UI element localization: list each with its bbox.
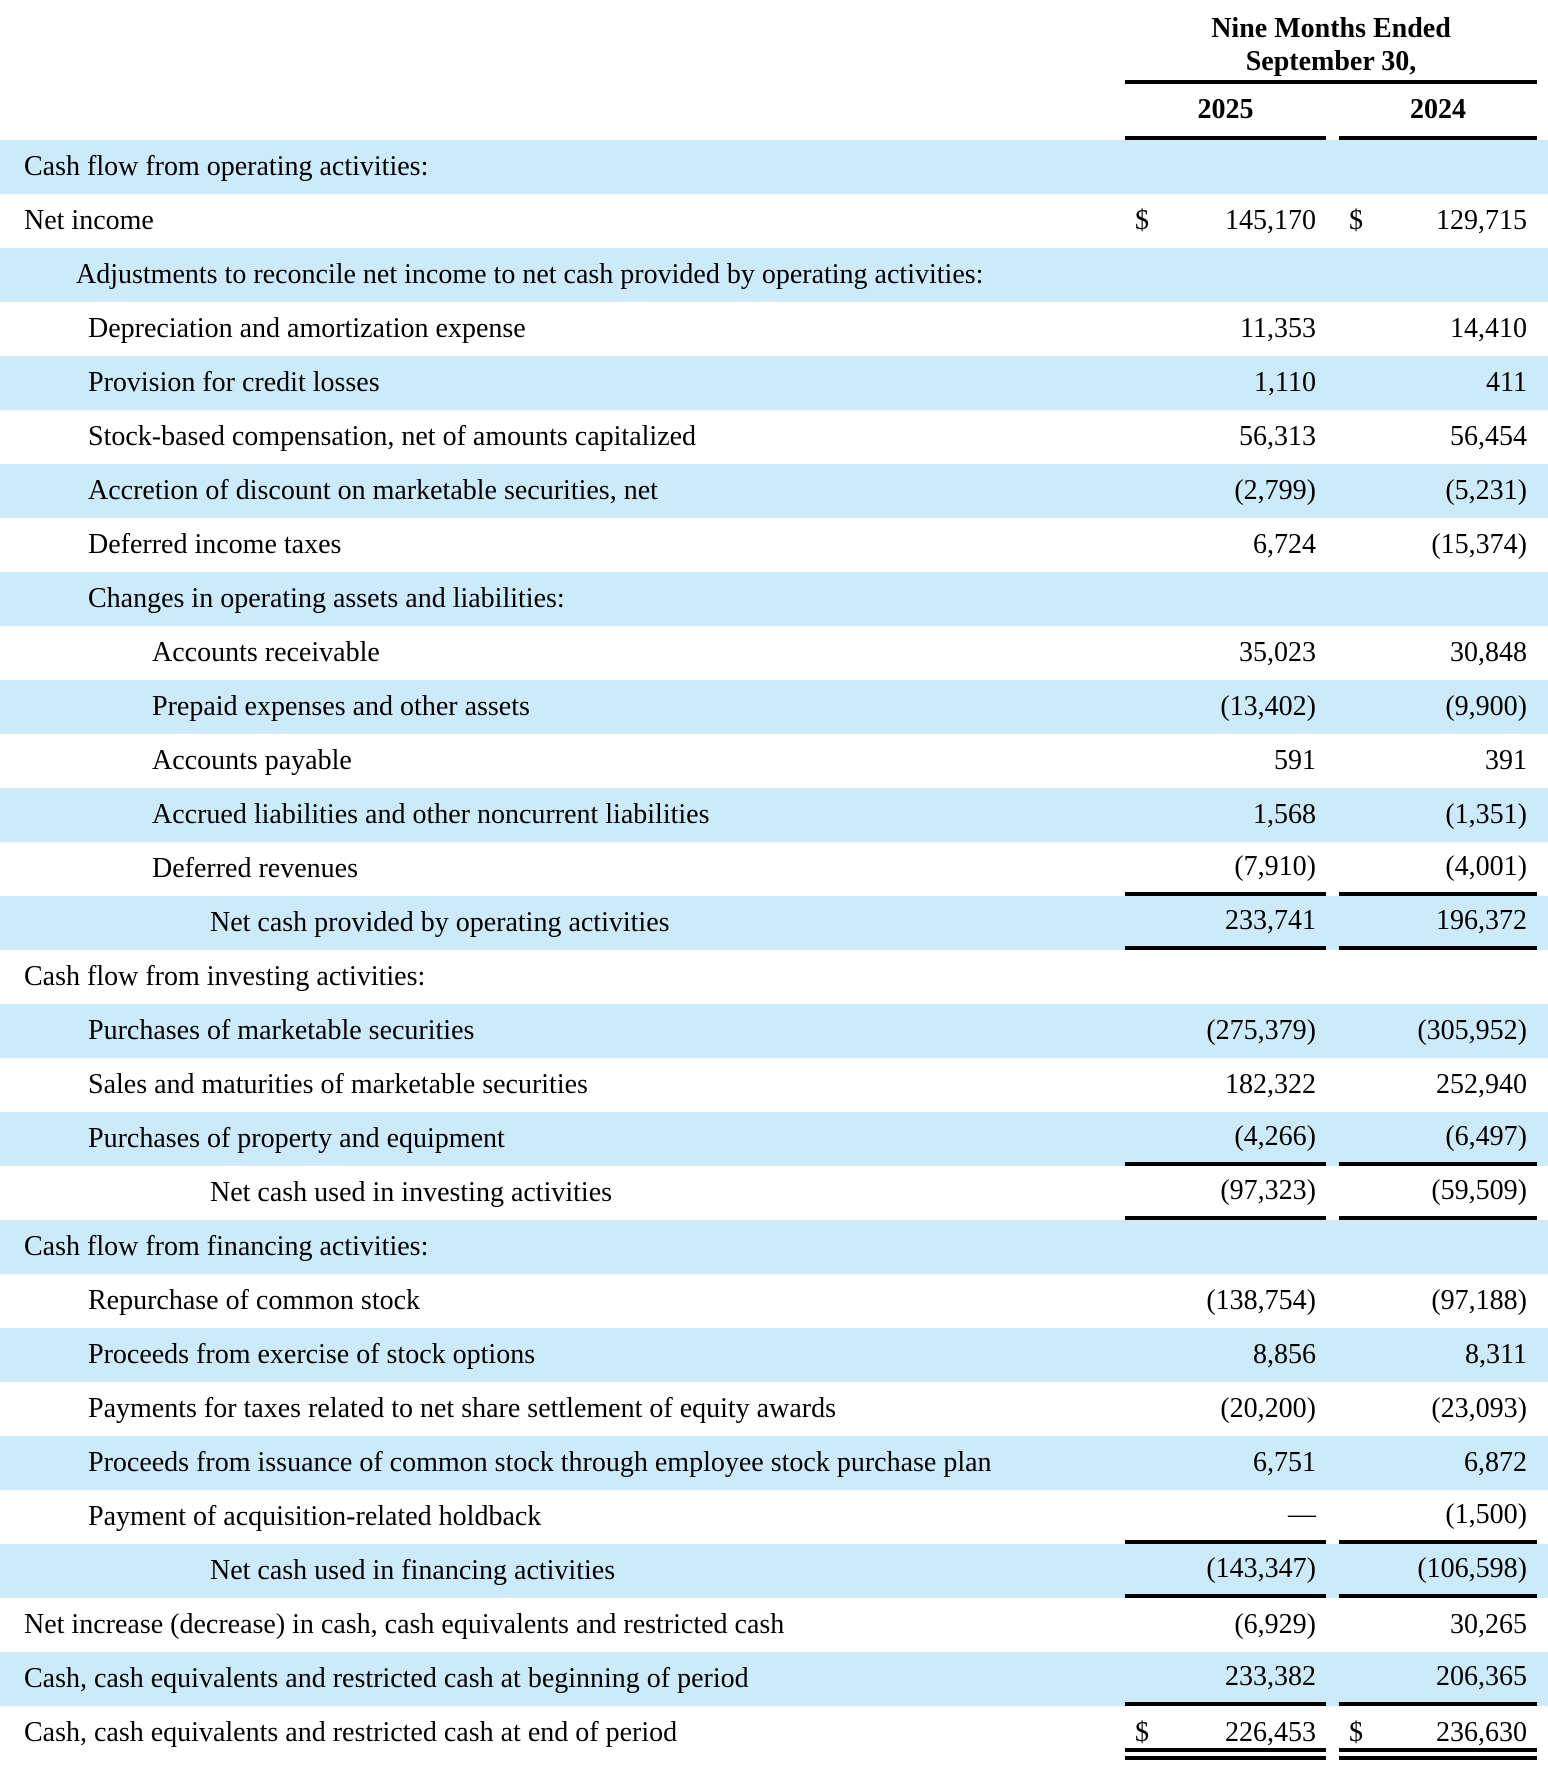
table-row [0,1328,1548,1382]
table-row [0,950,1548,1004]
row-label: Net cash used in investing activities [210,1177,613,1208]
value-2024 [1339,734,1537,788]
right-margin [1537,734,1548,788]
column-gap [1326,896,1339,950]
column-gap [1326,410,1339,464]
value-2025 [1125,356,1326,410]
dollar-sign: $ [1349,1717,1363,1748]
row-label: Net increase (decrease) in cash, cash equivalents and restricted cash [24,1609,785,1640]
column-gap [1326,1274,1339,1328]
row-label: Accounts payable [152,745,352,776]
value-2024 [1339,194,1537,248]
table-row [0,842,1548,896]
row-label: Purchases of property and equipment [88,1123,505,1154]
value-2025 [1125,572,1326,626]
year-columns-header [0,84,1548,140]
right-margin [1537,194,1548,248]
value-2024 [1339,626,1537,680]
column-gap [1326,194,1339,248]
amount: (2,799) [1234,475,1316,506]
amount: (6,497) [1445,1121,1527,1152]
row-label: Changes in operating assets and liabilities: [88,583,565,614]
amount: (1,351) [1445,799,1527,830]
value-2025 [1125,1274,1326,1328]
row-label: Sales and maturities of marketable securities [88,1069,588,1100]
value-2024 [1339,518,1537,572]
table-row [0,1382,1548,1436]
right-margin [1537,1112,1548,1166]
right-margin [1537,1328,1548,1382]
amount: 591 [1274,745,1316,776]
value-2024 [1339,1220,1537,1274]
row-label: Payments for taxes related to net share settlement of equity awards [88,1393,836,1424]
value-2024 [1339,842,1537,896]
value-2024 [1339,1706,1537,1760]
value-2025 [1125,194,1326,248]
value-2025 [1125,842,1326,896]
value-2024 [1339,1274,1537,1328]
right-margin [1537,140,1548,194]
value-2025 [1125,140,1326,194]
row-label: Prepaid expenses and other assets [152,691,530,722]
table-row [0,626,1548,680]
right-margin [1537,410,1548,464]
amount: (138,754) [1206,1285,1316,1316]
value-2024 [1339,1058,1537,1112]
amount: (9,900) [1445,691,1527,722]
value-2025 [1125,680,1326,734]
amount: 8,856 [1253,1339,1316,1370]
value-2024 [1339,1436,1537,1490]
value-2024 [1339,302,1537,356]
row-label: Net cash used in financing activities [210,1555,616,1586]
row-label: Accounts receivable [152,637,380,668]
row-label: Cash flow from operating activities: [24,151,429,182]
amount: (6,929) [1234,1609,1316,1640]
table-row [0,734,1548,788]
column-gap [1326,302,1339,356]
table-row [0,1220,1548,1274]
value-2025 [1125,950,1326,1004]
row-label: Cash flow from investing activities: [24,961,426,992]
dollar-sign: $ [1349,205,1363,236]
column-gap [1326,84,1339,140]
value-2024 [1339,1112,1537,1166]
value-2025 [1125,1166,1326,1220]
table-row [0,1004,1548,1058]
column-gap [1326,1058,1339,1112]
dollar-sign: $ [1135,1717,1149,1748]
table-row [0,1166,1548,1220]
table-row [0,356,1548,410]
value-2024 [1339,410,1537,464]
amount: (13,402) [1220,691,1316,722]
value-2024 [1339,1598,1537,1652]
table-row [0,1544,1548,1598]
column-header-2024: 2024 [1339,84,1537,140]
column-gap [1326,1706,1339,1760]
value-2024 [1339,1544,1537,1598]
table-row [0,248,1548,302]
table-row [0,194,1548,248]
value-2024 [1339,1328,1537,1382]
value-2025 [1125,518,1326,572]
value-2024 [1339,464,1537,518]
column-gap [1326,140,1339,194]
value-2024 [1339,356,1537,410]
right-margin [1537,1490,1548,1544]
period-title-line2: September 30, [1245,46,1417,77]
right-margin [1537,950,1548,1004]
column-gap [1326,1598,1339,1652]
table-row [0,1706,1548,1760]
amount: (106,598) [1417,1553,1527,1584]
header-spacer [0,84,1125,140]
amount: 206,365 [1436,1661,1527,1692]
value-2024 [1339,572,1537,626]
value-2025 [1125,788,1326,842]
row-label: Deferred revenues [152,853,358,884]
value-2025 [1125,302,1326,356]
row-label: Stock-based compensation, net of amounts capitalized [88,421,697,452]
value-2025 [1125,1004,1326,1058]
table-row [0,518,1548,572]
right-margin [1537,356,1548,410]
value-2025 [1125,1706,1326,1760]
value-2024 [1339,950,1537,1004]
column-gap [1326,518,1339,572]
amount: 233,741 [1225,905,1316,936]
table-row [0,410,1548,464]
table-row [0,788,1548,842]
amount: — [1288,1499,1316,1530]
value-2025 [1125,1328,1326,1382]
dollar-sign: $ [1135,205,1149,236]
column-gap [1326,1490,1339,1544]
row-label: Repurchase of common stock [88,1285,421,1316]
amount: 226,453 [1225,1717,1316,1748]
amount: 56,313 [1239,421,1316,452]
amount: (97,323) [1220,1175,1316,1206]
table-row [0,464,1548,518]
right-margin [1537,1652,1548,1706]
column-gap [1326,842,1339,896]
right-margin [1537,1382,1548,1436]
column-gap [1326,356,1339,410]
value-2025 [1125,248,1326,302]
amount: 8,311 [1465,1339,1527,1370]
value-2024 [1339,1004,1537,1058]
amount: 6,751 [1253,1447,1316,1478]
table-body [0,140,1548,1760]
column-gap [1326,1436,1339,1490]
amount: 6,724 [1253,529,1316,560]
amount: (305,952) [1417,1015,1527,1046]
table-row [0,302,1548,356]
right-margin [1537,248,1548,302]
right-margin [1537,572,1548,626]
table-row [0,1598,1548,1652]
row-label: Accretion of discount on marketable securities, net [88,475,658,506]
amount: (20,200) [1220,1393,1316,1424]
value-2025 [1125,896,1326,950]
amount: 145,170 [1225,205,1316,236]
amount: (4,266) [1234,1121,1316,1152]
amount: 11,353 [1240,313,1316,344]
column-gap [1326,1544,1339,1598]
table-row [0,1436,1548,1490]
right-margin [1537,1706,1548,1760]
column-gap [1326,1382,1339,1436]
value-2025 [1125,1544,1326,1598]
value-2025 [1125,464,1326,518]
amount: 56,454 [1450,421,1527,452]
amount: (7,910) [1234,851,1316,882]
value-2025 [1125,1058,1326,1112]
amount: 6,872 [1464,1447,1527,1478]
row-label: Deferred income taxes [88,529,342,560]
table-row [0,1652,1548,1706]
row-label: Purchases of marketable securities [88,1015,475,1046]
period-header [1125,0,1537,84]
amount: 391 [1485,745,1527,776]
amount: 252,940 [1436,1069,1527,1100]
right-margin [1537,302,1548,356]
right-margin [1537,1058,1548,1112]
amount: 182,322 [1225,1069,1316,1100]
value-2024 [1339,788,1537,842]
value-2024 [1339,140,1537,194]
amount: 236,630 [1436,1717,1527,1748]
right-margin [1537,1598,1548,1652]
column-gap [1326,788,1339,842]
value-2025 [1125,734,1326,788]
amount: 196,372 [1436,905,1527,936]
value-2024 [1339,680,1537,734]
right-margin [1537,464,1548,518]
table-row [0,1112,1548,1166]
table-row [0,1058,1548,1112]
amount: (59,509) [1431,1175,1527,1206]
table-row [0,140,1548,194]
column-gap [1326,1166,1339,1220]
table-row [0,1274,1548,1328]
row-label: Payment of acquisition-related holdback [88,1501,542,1532]
amount: 1,110 [1254,367,1316,398]
amount: (23,093) [1431,1393,1527,1424]
amount: (97,188) [1431,1285,1527,1316]
right-margin [1537,1544,1548,1598]
right-margin [1537,626,1548,680]
column-gap [1326,950,1339,1004]
value-2024 [1339,1490,1537,1544]
amount: 129,715 [1436,205,1527,236]
value-2024 [1339,896,1537,950]
value-2025 [1125,1490,1326,1544]
row-label: Depreciation and amortization expense [88,313,526,344]
amount: 1,568 [1253,799,1316,830]
row-label: Cash flow from financing activities: [24,1231,429,1262]
value-2025 [1125,1220,1326,1274]
right-margin [1537,842,1548,896]
table-row [0,572,1548,626]
value-2024 [1339,1382,1537,1436]
column-gap [1326,1004,1339,1058]
column-gap [1326,680,1339,734]
row-label: Net cash provided by operating activities [210,907,670,938]
row-label: Proceeds from exercise of stock options [88,1339,536,1370]
amount: (5,231) [1445,475,1527,506]
row-label: Cash, cash equivalents and restricted cash at end of period [24,1717,678,1748]
right-margin [1537,1004,1548,1058]
column-gap [1326,1328,1339,1382]
amount: (4,001) [1445,851,1527,882]
amount: 411 [1486,367,1527,398]
row-label: Cash, cash equivalents and restricted cash at beginning of period [24,1663,749,1694]
amount: 233,382 [1225,1661,1316,1692]
column-gap [1326,248,1339,302]
right-margin [1537,84,1548,140]
column-gap [1326,572,1339,626]
right-margin [1537,788,1548,842]
row-label: Adjustments to reconcile net income to net cash provided by operating activities: [76,259,984,290]
right-margin [1537,518,1548,572]
amount: 14,410 [1450,313,1527,344]
column-gap [1326,464,1339,518]
value-2025 [1125,1436,1326,1490]
row-label: Proceeds from issuance of common stock through employee stock purchase plan [88,1447,992,1478]
period-title-line1: Nine Months Ended [1211,13,1451,44]
value-2024 [1339,1166,1537,1220]
value-2024 [1339,1652,1537,1706]
right-margin [1537,1274,1548,1328]
amount: (275,379) [1206,1015,1316,1046]
table-row [0,896,1548,950]
value-2025 [1125,1652,1326,1706]
row-label: Net income [24,205,154,236]
amount: (1,500) [1445,1499,1527,1530]
column-gap [1326,626,1339,680]
amount: 30,848 [1450,637,1527,668]
row-label: Accrued liabilities and other noncurrent liabilities [152,799,710,830]
right-margin [1537,896,1548,950]
right-margin [1537,1166,1548,1220]
amount: 35,023 [1239,637,1316,668]
value-2025 [1125,410,1326,464]
value-2025 [1125,1382,1326,1436]
amount: 30,265 [1450,1609,1527,1640]
row-label: Provision for credit losses [88,367,380,398]
right-margin [1537,1436,1548,1490]
value-2024 [1339,248,1537,302]
value-2025 [1125,1598,1326,1652]
column-gap [1326,1220,1339,1274]
column-gap [1326,1652,1339,1706]
column-gap [1326,734,1339,788]
amount: (143,347) [1206,1553,1316,1584]
table-row [0,1490,1548,1544]
right-margin [1537,1220,1548,1274]
column-header-2025: 2025 [1125,84,1326,140]
column-gap [1326,1112,1339,1166]
table-row [0,680,1548,734]
right-margin [1537,680,1548,734]
amount: (15,374) [1431,529,1527,560]
value-2025 [1125,1112,1326,1166]
value-2025 [1125,626,1326,680]
